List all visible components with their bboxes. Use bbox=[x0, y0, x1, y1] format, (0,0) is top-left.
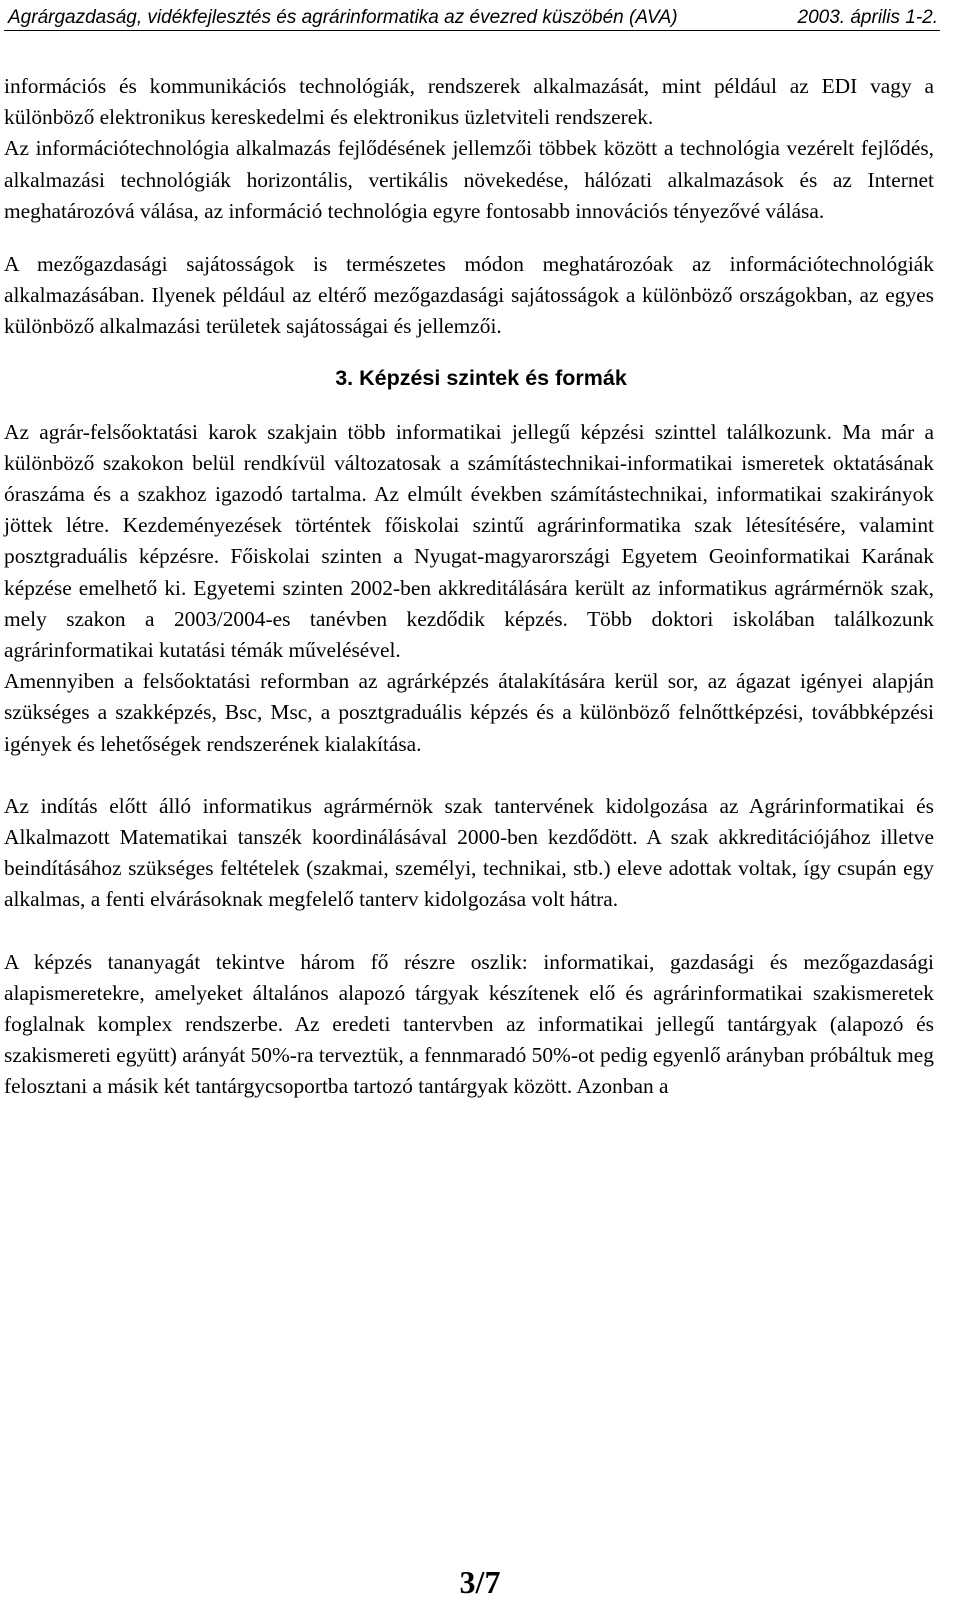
paragraph: Az információtechnológia alkalmazás fejlődésének jellemzői többek között a technológia vezérelt fejlődés, alkalmazási technológiák horizontális, vertikális növekedése, hálózati alkalmazások és az Internet meghatározóvá válása, az információ technológia egyre fontosabb innovációs tényezővé válása. bbox=[4, 136, 934, 223]
paragraph: Az indítás előtt álló informatikus agrármérnök szak tantervének kidolgozása az Agrárinformatikai és Alkalmazott Matematikai tanszék koordinálásával 2000-ben kezdődött. A szak akkreditációjához illetve beindításához szükséges feltételek (szakmai, személyi, technikai, stb.) eleve adottak voltak, így csupán egy alkalmas, a fenti elvárásoknak megfelelő tanterv kidolgozása volt hátra. bbox=[4, 793, 934, 912]
paragraph: Amennyiben a felsőoktatási reformban az agrárképzés átalakítására kerül sor, az ágazat igényei alapján szükséges a szakképzés, Bsc, Msc, a posztgraduális képzés és a különböző felnőttképzési, továbbképzési igények és lehetőségek rendszerének kialakítása. bbox=[4, 669, 934, 756]
paragraph: Az agrár-felsőoktatási karok szakjain több informatikai jellegű képzési szinttel találkozunk. Ma már a különböző szakokon belül rendkívül változatosak a számítástechnikai-informatikai ismeretek oktatásának óraszáma és a szakhoz igazodó tartalma. Az elmúlt években számítástechnikai, informatikai szakirányok jöttek létre. Kezdeményezések történtek főiskolai szintű agrárinformatika szak létesítésére, valamint posztgraduális képzésre. Főiskolai szinten a Nyugat-magyarországi Egyetem Geoinformatikai Karának képzése emelhető ki. Egyetemi szinten 2002-ben akkreditálására került az informatikus agrármérnök szak, mely szakon a 2003/2004-es tanévben kezdődik képzés. Több doktori iskolában találkozunk agrárinformatikai kutatási témák művelésével. bbox=[4, 419, 934, 663]
page-number: 3/7 bbox=[459, 1564, 501, 1600]
paragraph: A képzés tananyagát tekintve három fő részre oszlik: informatikai, gazdasági és mezőgazdasági alapismeretekre, amelyeket általános alapozó tárgyak készítenek elő és agrárinformatikai szakismeretek foglalnak komplex rendszerbe. Az eredeti tantervben az informatikai jellegű tantárgyak (alapozó és szakismereti együtt) arányát 50%-ra terveztük, a fennmaradó 50%-ot pedig egyenlő arányban próbáltuk meg felosztani a másik két tantárgycsoportba tartozó tantárgyak között. Azonban a bbox=[4, 949, 934, 1099]
page-content bbox=[4, 71, 934, 1103]
header-date: 2003. április 1-2. bbox=[797, 7, 938, 28]
running-header bbox=[4, 0, 940, 31]
paragraph: A mezőgazdasági sajátosságok is természetes módon meghatározóak az információtechnológiák alkalmazásában. Ilyenek például az eltérő mezőgazdasági sajátosságok a különböző országokban, az egyes különböző alkalmazási területek sajátosságai és jellemzői. bbox=[4, 252, 934, 339]
paragraph: információs és kommunikációs technológiák, rendszerek alkalmazását, mint például az EDI vagy a különböző elektronikus kereskedelmi és elektronikus üzletviteli rendszerek. bbox=[4, 74, 934, 130]
section-heading: 3. Képzési szintek és formák bbox=[335, 365, 627, 390]
header-title: Agrárgazdaság, vidékfejlesztés és agrárinformatika az évezred küszöbén (AVA) bbox=[8, 7, 678, 28]
